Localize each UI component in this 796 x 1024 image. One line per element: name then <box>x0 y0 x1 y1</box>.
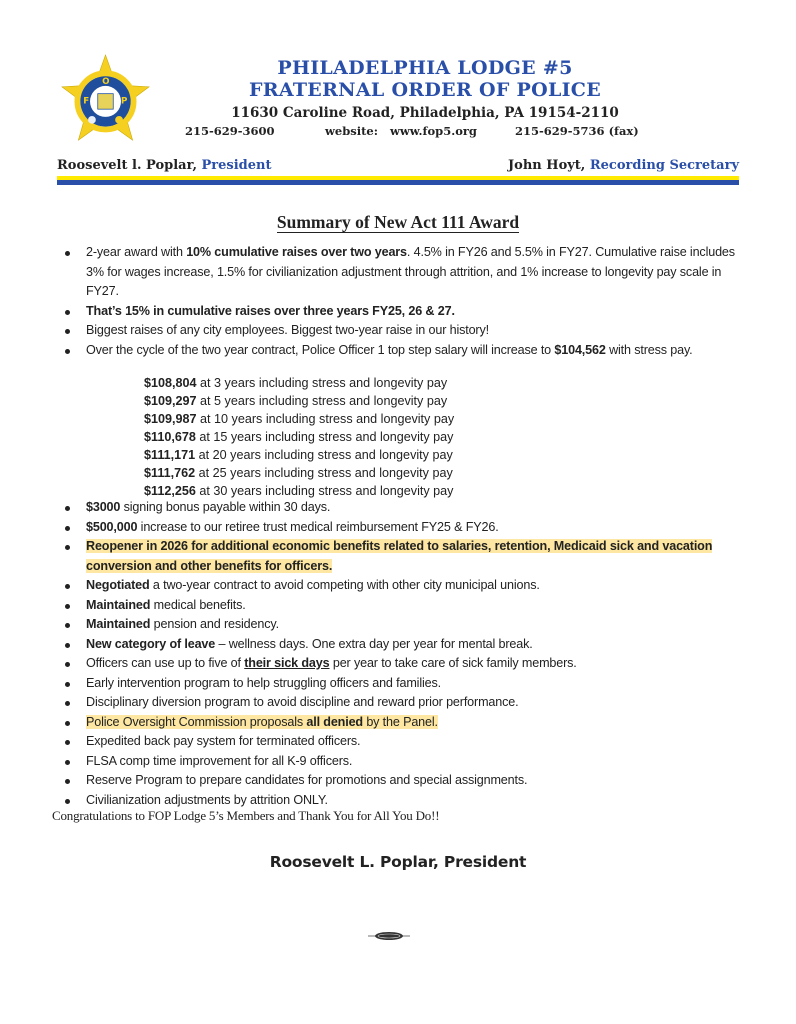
item-emphasis: New category of leave <box>86 636 216 651</box>
salary-amount: $112,256 <box>144 484 196 498</box>
document-title <box>0 212 796 233</box>
logo-seal <box>98 94 113 109</box>
list-item <box>62 576 752 596</box>
bullet-icon <box>65 643 70 648</box>
bullet-icon <box>65 604 70 609</box>
list-item-text <box>86 754 352 768</box>
list-item-text <box>86 598 246 612</box>
list-item-text <box>86 734 360 748</box>
list-item-text <box>86 695 518 709</box>
list-item-text <box>86 539 712 573</box>
item-text: Disciplinary diversion program to avoid discipline and reward prior performance. <box>86 695 519 709</box>
list-item-text <box>86 245 735 298</box>
list-item <box>62 537 752 576</box>
union-bug-icon <box>368 931 410 941</box>
list-item <box>62 321 752 341</box>
salary-step <box>144 392 454 410</box>
bullet-icon <box>65 760 70 765</box>
item-text-post: pension and residency. <box>150 617 279 631</box>
bullet-icon <box>65 740 70 745</box>
logo-emblem-right <box>115 116 123 124</box>
president-credit <box>57 158 272 173</box>
list-item <box>62 498 752 518</box>
logo-emblem-left <box>88 116 96 124</box>
list-item-text <box>86 715 438 729</box>
logo-letter-p: P <box>120 96 128 107</box>
item-text: Reserve Program to prepare candidates for promotions and special assignments. <box>86 773 528 787</box>
item-emphasis: 10% cumulative raises over two years <box>186 245 407 259</box>
item-text: Civilianization adjustments by attrition ONLY. <box>86 792 328 807</box>
salary-description: at 10 years including stress and longevity pay <box>196 412 455 426</box>
salary-description: at 20 years including stress and longevity pay <box>195 448 453 462</box>
fax-number: 215-629-5736 (fax) <box>515 124 639 138</box>
list-item-text <box>86 617 279 631</box>
bullet-icon <box>65 701 70 706</box>
item-emphasis: $104,562 <box>554 342 606 357</box>
officers-line <box>57 158 739 176</box>
website-link[interactable]: website: www.fop5.org <box>325 124 477 138</box>
item-text-post: – wellness days. One extra day per year for mental break. <box>215 636 533 651</box>
item-text-post: medical benefits. <box>150 597 246 612</box>
salary-amount: $108,804 <box>144 376 197 390</box>
item-emphasis: Reopener in 2026 for additional economic benefits related to salaries, retention, Medicaid sick and vacation conversion and other benefits for officers. <box>86 539 713 573</box>
list-item <box>62 771 752 791</box>
list-item <box>62 615 752 635</box>
list-item-text <box>86 656 577 670</box>
benefits-list <box>62 498 752 810</box>
salary-description: at 5 years including stress and longevity pay <box>196 394 448 408</box>
bullet-icon <box>65 799 70 804</box>
list-item-text <box>86 323 489 337</box>
phone-number: 215-629-3600 <box>185 124 275 138</box>
item-emphasis: $500,000 <box>86 519 138 534</box>
salary-step <box>144 374 454 392</box>
salary-amount: $109,987 <box>144 412 197 426</box>
org-contacts <box>185 124 655 140</box>
secretary-name: John Hoyt, <box>508 158 590 173</box>
item-text-pre: Over the cycle of the two year contract, Police Officer 1 top step salary will increase to <box>86 342 555 357</box>
signature-line: Roosevelt L. Poplar, President <box>269 853 527 871</box>
letterhead <box>0 0 796 200</box>
salary-description: at 15 years including stress and longevity pay <box>195 430 454 444</box>
item-emphasis: their sick days <box>244 656 330 670</box>
item-emphasis: $3000 <box>86 500 121 514</box>
item-text-post: a two-year contract to avoid competing with other city municipal unions. <box>149 578 540 592</box>
salary-step-list <box>144 374 454 500</box>
list-item <box>62 302 752 322</box>
list-item <box>62 635 752 655</box>
document-title-text: Summary of New Act 111 Award <box>276 212 520 232</box>
list-item-text <box>86 343 693 357</box>
salary-step <box>144 464 454 482</box>
bullet-icon <box>65 682 70 687</box>
org-name-line1: PHILADELPHIA LODGE #5 <box>277 57 573 79</box>
item-text-pre: 2-year award with <box>86 245 187 259</box>
list-item <box>62 654 752 674</box>
item-text-post: . 4.5% in FY26 and 5.5% in FY27. Cumulative raise includes 3% for wages increase, 1.5% for civilianization adjustment through attrition, and 1% increase to longevity pay scale in FY27. <box>86 245 735 298</box>
item-text-post: increase to our retiree trust medical reimbursement FY25 & FY26. <box>137 519 499 534</box>
bullet-icon <box>65 349 70 354</box>
header-rule-blue <box>57 180 739 185</box>
item-emphasis: all denied <box>306 714 363 729</box>
item-text-post: by the Panel. <box>362 714 438 729</box>
salary-amount: $111,762 <box>144 466 196 480</box>
item-text-post: signing bonus payable within 30 days. <box>120 500 331 514</box>
list-item <box>62 596 752 616</box>
item-emphasis: Maintained <box>86 597 151 612</box>
congratulations-note: Congratulations to FOP Lodge 5’s Members and Thank You for All You Do!! <box>52 808 440 823</box>
list-item-text <box>86 793 328 807</box>
list-item <box>62 732 752 752</box>
secretary-credit <box>508 158 739 173</box>
item-emphasis: Maintained <box>86 617 151 631</box>
bullet-icon <box>65 329 70 334</box>
bullet-icon <box>65 623 70 628</box>
item-emphasis: Negotiated <box>86 578 150 592</box>
logo-letter-o: O <box>102 76 110 87</box>
item-text-post: per year to take care of sick family members. <box>329 656 577 670</box>
bullet-icon <box>65 662 70 667</box>
list-item <box>62 518 752 538</box>
list-item-text <box>86 520 499 534</box>
item-text: Biggest raises of any city employees. Biggest two-year raise in our history! <box>86 323 489 337</box>
org-name-line2: FRATERNAL ORDER OF POLICE <box>248 79 602 101</box>
award-summary-list <box>62 243 752 360</box>
list-item <box>62 674 752 694</box>
salary-step <box>144 410 454 428</box>
list-item-text <box>86 676 441 690</box>
salary-description: at 25 years including stress and longevity pay <box>195 466 453 480</box>
item-text-pre: Police Oversight Commission proposals <box>86 714 307 729</box>
bullet-icon <box>65 721 70 726</box>
list-item <box>62 243 752 302</box>
item-text-pre: Officers can use up to five of <box>86 656 245 670</box>
list-item-text <box>86 637 533 651</box>
salary-description: at 3 years including stress and longevity pay <box>196 376 448 390</box>
item-text: Early intervention program to help struggling officers and families. <box>86 675 441 690</box>
bullet-icon <box>65 779 70 784</box>
bullet-icon <box>65 526 70 531</box>
bullet-icon <box>65 545 70 550</box>
item-text-post: with stress pay. <box>605 342 693 357</box>
bullet-icon <box>65 584 70 589</box>
bullet-icon <box>65 506 70 511</box>
salary-amount: $109,297 <box>144 394 197 408</box>
item-text: Expedited back pay system for terminated officers. <box>86 734 361 748</box>
list-item-text <box>86 304 455 318</box>
list-item <box>62 341 752 361</box>
organization-block <box>175 57 675 123</box>
list-item-text <box>86 500 330 514</box>
salary-description: at 30 years including stress and longevity pay <box>195 484 454 498</box>
item-emphasis: That’s 15% in cumulative raises over three years FY25, 26 & 27. <box>86 303 455 318</box>
bullet-icon <box>65 251 70 256</box>
president-name: Roosevelt l. Poplar, <box>57 158 202 173</box>
logo-letter-f: F <box>83 96 90 107</box>
president-title: President <box>201 158 272 173</box>
fop-star-logo <box>57 53 154 145</box>
salary-step <box>144 446 454 464</box>
salary-amount: $111,171 <box>144 448 196 462</box>
list-item <box>62 693 752 713</box>
list-item <box>62 713 752 733</box>
salary-amount: $110,678 <box>144 430 196 444</box>
bullet-icon <box>65 310 70 315</box>
list-item <box>62 752 752 772</box>
secretary-title: Recording Secretary <box>589 158 739 173</box>
list-item-text <box>86 773 527 787</box>
list-item-text <box>86 578 540 592</box>
item-text: FLSA comp time improvement for all K-9 officers. <box>86 753 353 768</box>
salary-step <box>144 428 454 446</box>
org-address: 11630 Caroline Road, Philadelphia, PA 19154-2110 <box>231 105 619 121</box>
